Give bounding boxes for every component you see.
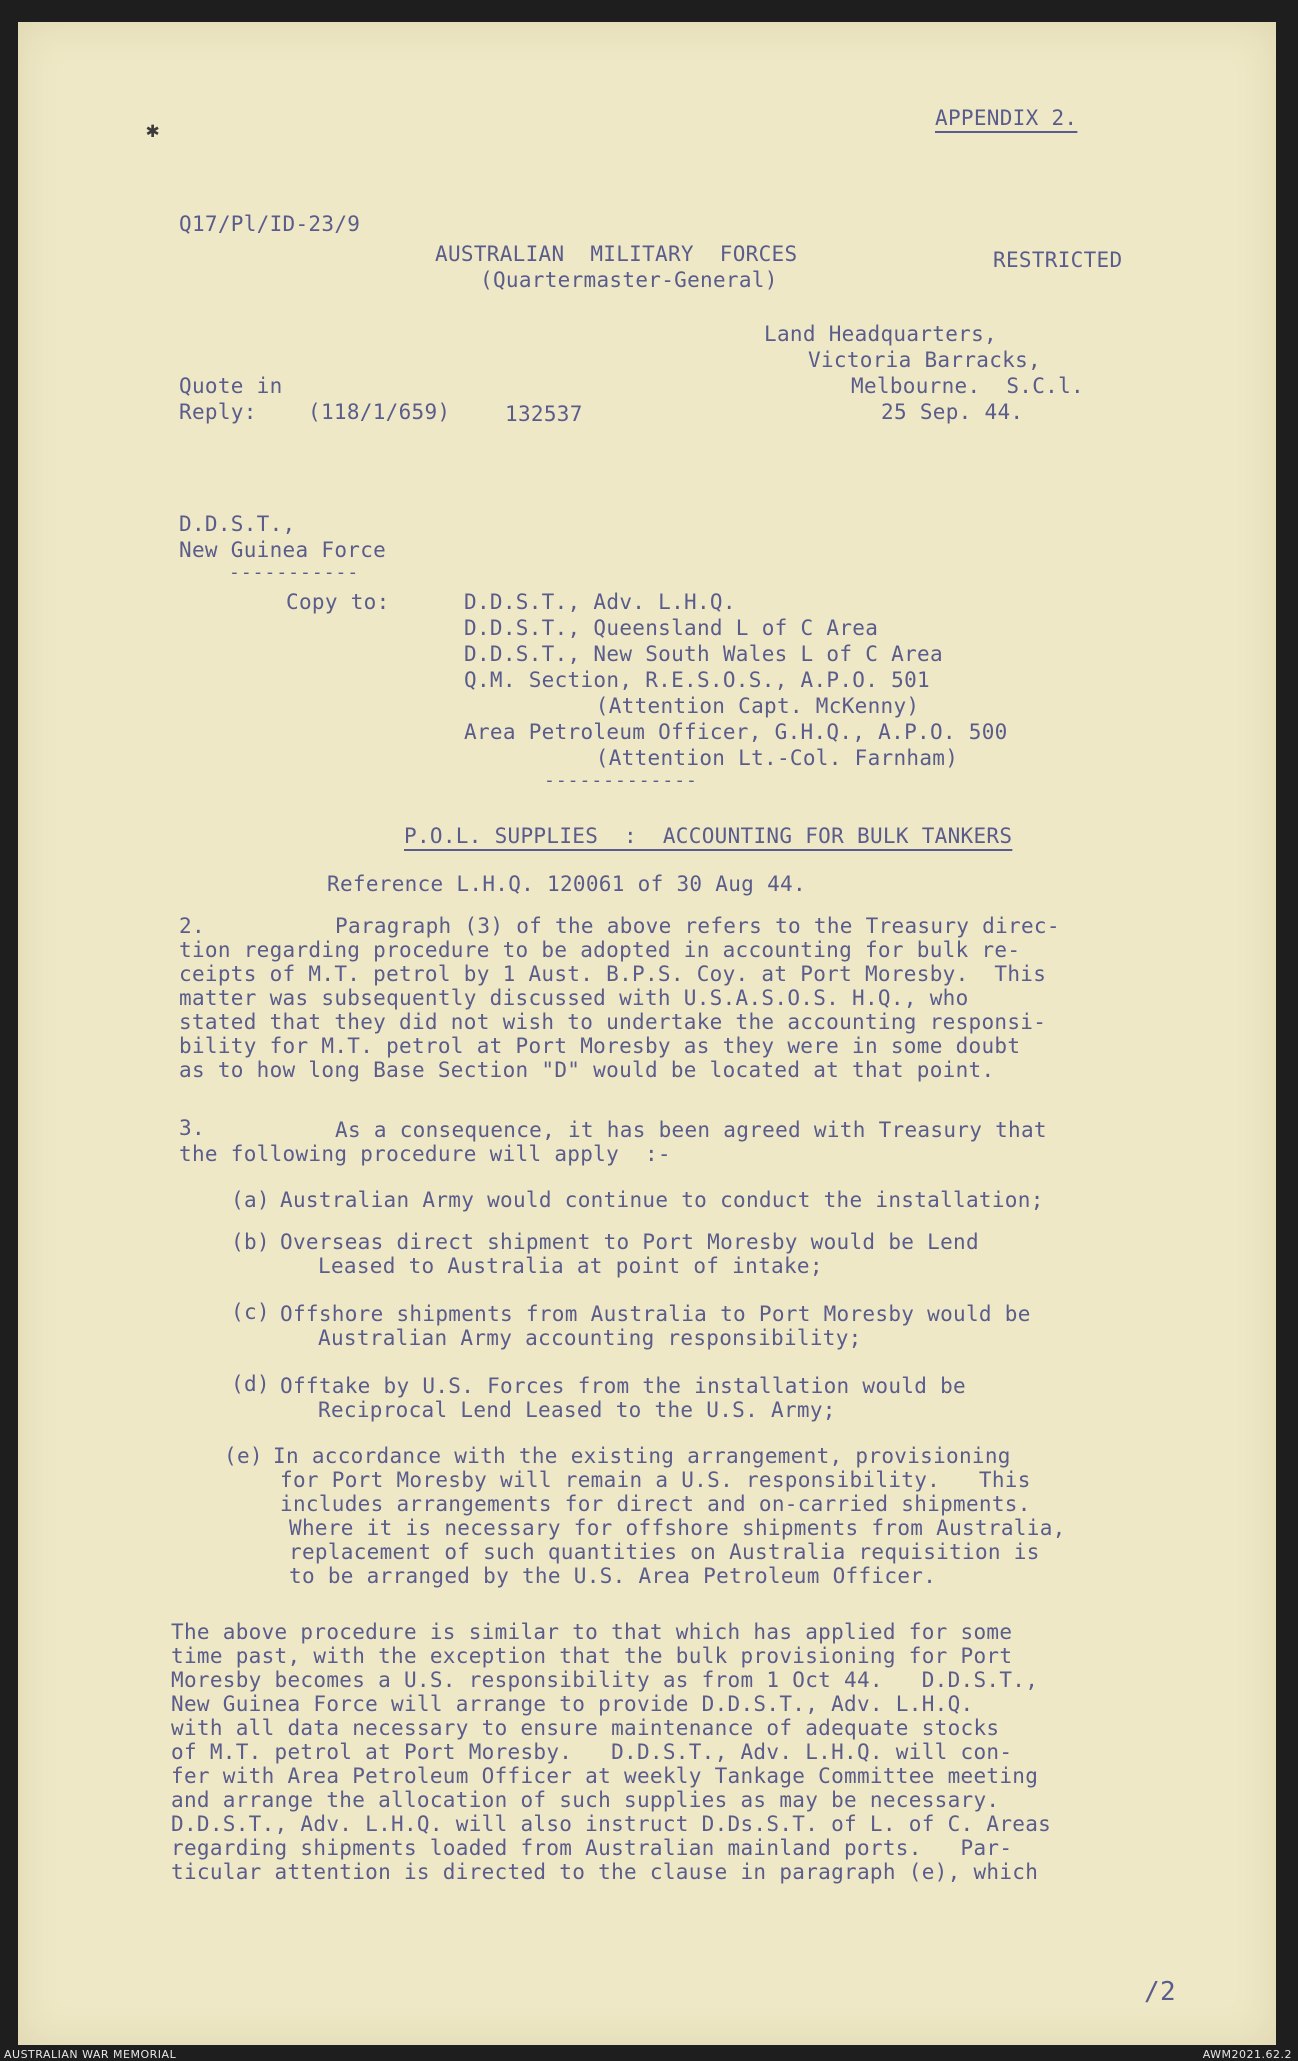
appendix-label: APPENDIX 2. bbox=[935, 106, 1078, 130]
closing-line: time past, with the exception that the bulk provisioning for Port bbox=[171, 1644, 1013, 1668]
item-line: Australian Army would continue to conduct the installation; bbox=[280, 1188, 1044, 1212]
closing-line: and arrange the allocation of such supplies as may be necessary. bbox=[171, 1788, 1000, 1812]
item-label: (a) bbox=[231, 1188, 270, 1212]
item-line: Where it is necessary for offshore shipments from Australia, bbox=[289, 1516, 1066, 1540]
closing-line: with all data necessary to ensure maintenance of adequate stocks bbox=[171, 1716, 1000, 1740]
archive-reference: AWM2021.62.2 bbox=[1202, 2048, 1292, 2061]
paragraph-line: As a consequence, it has been agreed with Treasury that bbox=[335, 1118, 1047, 1142]
reference-line: Reference L.H.Q. 120061 of 30 Aug 44. bbox=[327, 872, 806, 896]
copy-to-line: Area Petroleum Officer, G.H.Q., A.P.O. 500 bbox=[464, 720, 1008, 744]
copy-to-line: D.D.S.T., Queensland L of C Area bbox=[464, 616, 879, 640]
item-line: Offtake by U.S. Forces from the installation would be bbox=[280, 1374, 966, 1398]
organisation-title: AUSTRALIAN MILITARY FORCES bbox=[435, 242, 798, 266]
item-line: Offshore shipments from Australia to Port Moresby would be bbox=[280, 1302, 1031, 1326]
closing-line: regarding shipments loaded from Australian mainland ports. Par- bbox=[171, 1836, 1013, 1860]
paragraph-line: ceipts of M.T. petrol by 1 Aust. B.P.S. Coy. at Port Moresby. This bbox=[179, 962, 1047, 986]
item-line: replacement of such quantities on Australia requisition is bbox=[289, 1540, 1040, 1564]
document-page bbox=[18, 22, 1276, 2045]
copy-to-line: (Attention Lt.-Col. Farnham) bbox=[544, 746, 959, 770]
file-reference: Q17/Pl/ID-23/9 bbox=[179, 212, 361, 236]
closing-line: Moresby becomes a U.S. responsibility as from 1 Oct 44. D.D.S.T., bbox=[171, 1668, 1039, 1692]
paragraph-number: 2. bbox=[179, 914, 205, 938]
item-label: (e) bbox=[224, 1444, 263, 1468]
copy-to-line: D.D.S.T., Adv. L.H.Q. bbox=[464, 590, 736, 614]
subject-heading: P.O.L. SUPPLIES : ACCOUNTING FOR BULK TANKERS bbox=[404, 824, 1013, 848]
address-line-2: Victoria Barracks, bbox=[808, 348, 1041, 372]
item-line: includes arrangements for direct and on-carried shipments. bbox=[280, 1492, 1031, 1516]
closing-line: fer with Area Petroleum Officer at weekly Tankage Committee meeting bbox=[171, 1764, 1039, 1788]
closing-line: New Guinea Force will arrange to provide D.D.S.T., Adv. L.H.Q. bbox=[171, 1692, 974, 1716]
paragraph-line: stated that they did not wish to undertake the accounting responsi- bbox=[179, 1010, 1047, 1034]
paragraph-line: as to how long Base Section "D" would be located at that point. bbox=[179, 1058, 995, 1082]
quote-in-label: Quote in bbox=[179, 374, 283, 398]
registration-number: 132537 bbox=[505, 402, 583, 426]
organisation-subunit: (Quartermaster-General) bbox=[480, 268, 778, 292]
separator-line: ------------- bbox=[544, 770, 698, 791]
copy-to-label: Copy to: bbox=[286, 590, 390, 614]
page-continuation-mark: /2 bbox=[1144, 1977, 1176, 2007]
reply-label: Reply: bbox=[179, 400, 257, 424]
separator-line: ----------- bbox=[229, 562, 360, 583]
item-label: (b) bbox=[231, 1230, 270, 1254]
ink-mark: ✱ bbox=[146, 118, 160, 143]
item-line: Reciprocal Lend Leased to the U.S. Army; bbox=[318, 1398, 836, 1422]
paragraph-line: tion regarding procedure to be adopted in accounting for bulk re- bbox=[179, 938, 1021, 962]
item-line: Overseas direct shipment to Port Moresby would be Lend bbox=[280, 1230, 979, 1254]
item-label: (d) bbox=[231, 1372, 270, 1396]
copy-to-line: D.D.S.T., New South Wales L of C Area bbox=[464, 642, 943, 666]
paragraph-line: bility for M.T. petrol at Port Moresby as they were in some doubt bbox=[179, 1034, 1021, 1058]
copy-to-line: Q.M. Section, R.E.S.O.S., A.P.O. 501 bbox=[464, 668, 930, 692]
item-line: Australian Army accounting responsibility; bbox=[318, 1326, 862, 1350]
item-label: (c) bbox=[231, 1300, 270, 1324]
closing-line: D.D.S.T., Adv. L.H.Q. will also instruct D.Ds.S.T. of L. of C. Areas bbox=[171, 1812, 1052, 1836]
addressee-line-1: D.D.S.T., bbox=[179, 512, 296, 536]
paragraph-line: matter was subsequently discussed with U.S.A.S.O.S. H.Q., who bbox=[179, 986, 969, 1010]
closing-line: ticular attention is directed to the clause in paragraph (e), which bbox=[171, 1860, 1039, 1884]
address-line-1: Land Headquarters, bbox=[764, 322, 997, 346]
paragraph-line: Paragraph (3) of the above refers to the Treasury direc- bbox=[335, 914, 1060, 938]
item-line: to be arranged by the U.S. Area Petroleum Officer. bbox=[289, 1564, 937, 1588]
item-line: Leased to Australia at point of intake; bbox=[318, 1254, 823, 1278]
item-line: for Port Moresby will remain a U.S. responsibility. This bbox=[280, 1468, 1031, 1492]
item-line: In accordance with the existing arrangement, provisioning bbox=[273, 1444, 1011, 1468]
address-line-3: Melbourne. S.C.l. bbox=[851, 374, 1084, 398]
classification-label: RESTRICTED bbox=[993, 248, 1123, 272]
paragraph-line: the following procedure will apply :- bbox=[179, 1142, 671, 1166]
addressee-line-2: New Guinea Force bbox=[179, 538, 387, 562]
closing-line: of M.T. petrol at Port Moresby. D.D.S.T., Adv. L.H.Q. will con- bbox=[171, 1740, 1013, 1764]
closing-line: The above procedure is similar to that which has applied for some bbox=[171, 1620, 1013, 1644]
copy-to-line: (Attention Capt. McKenny) bbox=[544, 694, 920, 718]
paragraph-number: 3. bbox=[179, 1116, 205, 1140]
letter-date: 25 Sep. 44. bbox=[881, 400, 1024, 424]
reply-reference: (118/1/659) bbox=[308, 400, 451, 424]
archive-credit: AUSTRALIAN WAR MEMORIAL bbox=[4, 2048, 177, 2061]
